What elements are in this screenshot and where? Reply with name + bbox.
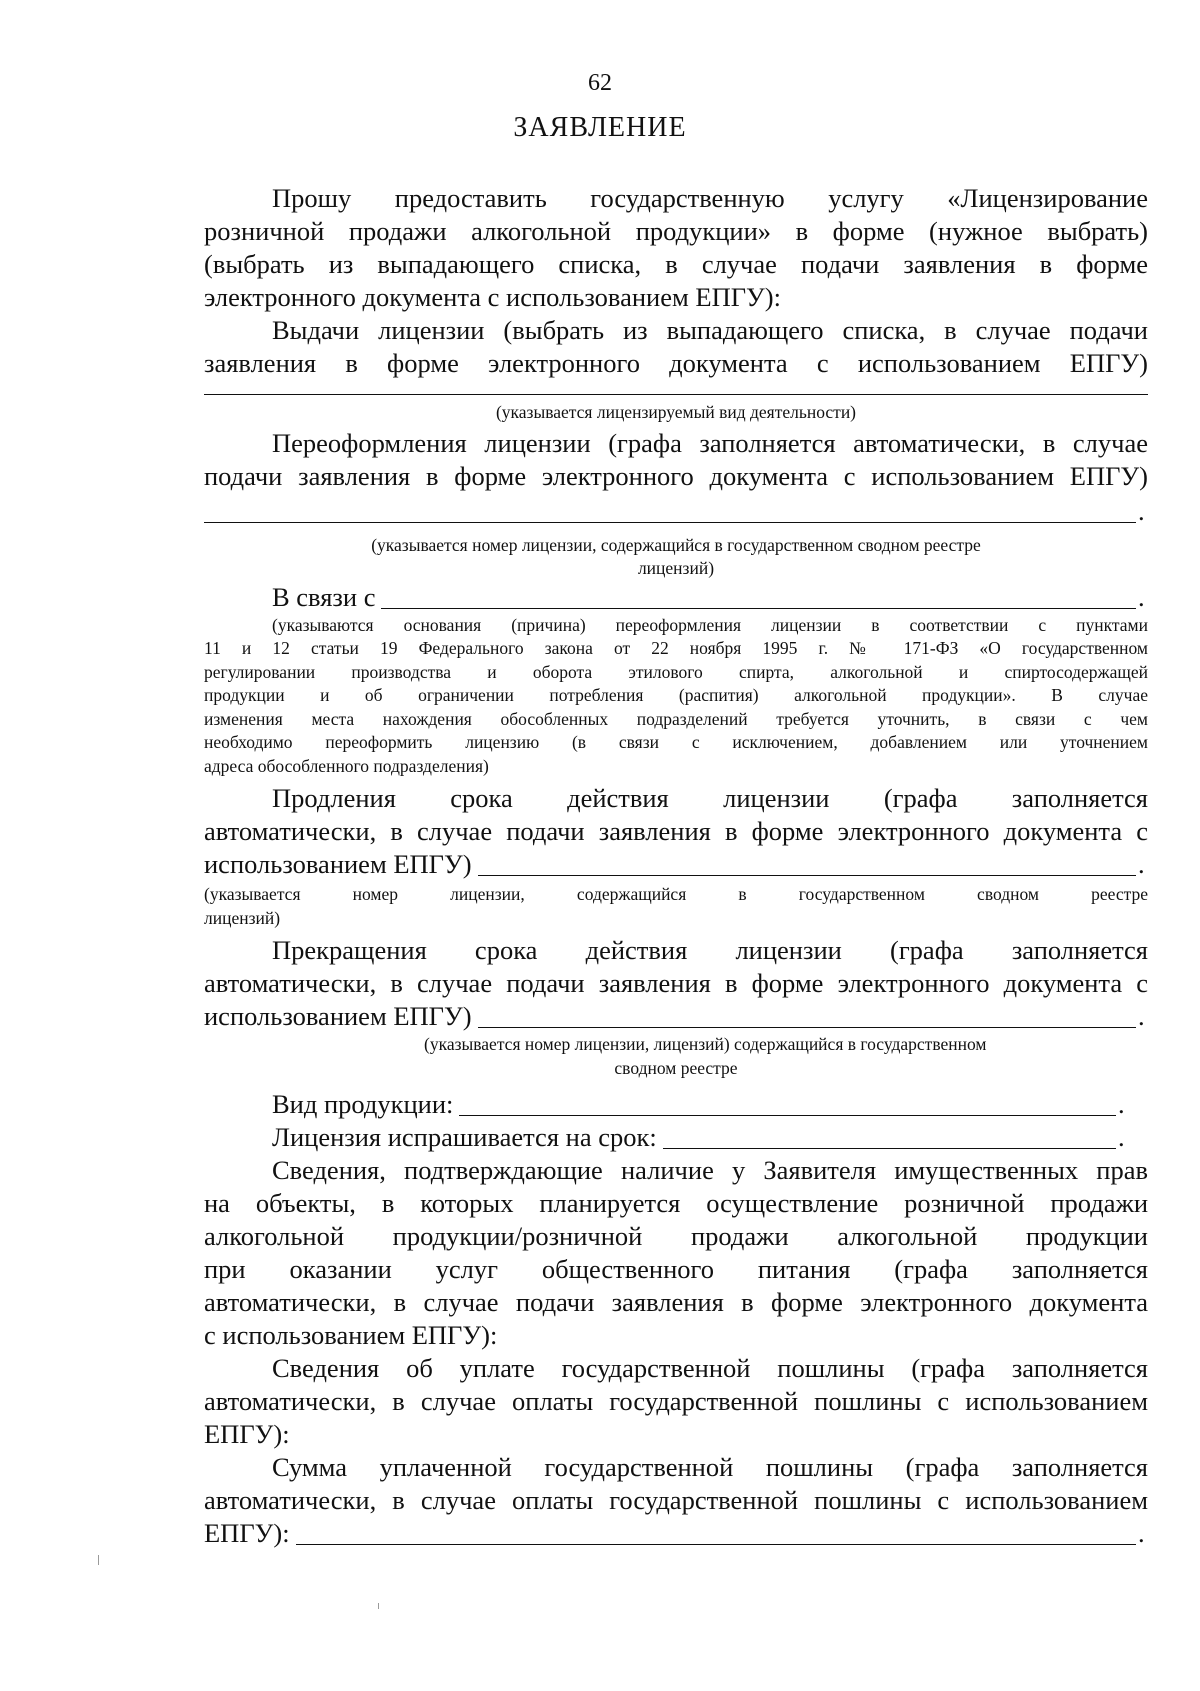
property-line: алкогольной продукции/розничной продажи алкогольной продукции bbox=[204, 1221, 1148, 1251]
reissue-line: Переоформления лицензии (графа заполняется автоматически, в случае bbox=[272, 427, 1148, 458]
extend-line: Продления срока действия лицензии (графа заполняется bbox=[272, 783, 1148, 813]
extend-license-number-row bbox=[204, 848, 1148, 881]
fee-sum-row bbox=[204, 1517, 1148, 1550]
term-label: Лицензия испрашивается на срок: bbox=[272, 1122, 657, 1152]
activity-type-field[interactable] bbox=[204, 386, 1148, 395]
fee-line: автоматически, в случае оплаты государственной пошлины с использованием bbox=[204, 1386, 1148, 1416]
reason-hint-line: необходимо переоформить лицензию (в связи с исключением, добавлением или уточнением bbox=[204, 732, 1148, 752]
page-number: 62 bbox=[588, 70, 612, 96]
terminate-label: использованием ЕПГУ) bbox=[204, 1001, 472, 1031]
intro-line: (выбрать из выпадающего списка, в случае подачи заявления в форме bbox=[204, 249, 1148, 279]
extend-license-number-field[interactable] bbox=[478, 849, 1136, 876]
property-line: с использованием ЕПГУ): bbox=[204, 1320, 498, 1350]
terminate-license-number-row bbox=[204, 1000, 1148, 1033]
reissue-section bbox=[204, 427, 1148, 779]
period-mark: . bbox=[1138, 1518, 1145, 1548]
period-mark: . bbox=[1118, 1089, 1125, 1119]
product-type-row bbox=[204, 1088, 1128, 1121]
issue-section bbox=[204, 314, 1148, 425]
product-type-field[interactable] bbox=[459, 1089, 1116, 1116]
reason-hint-line: изменения места нахождения обособленных подразделений требуется уточнить, в связи с чем bbox=[204, 708, 1148, 729]
intro-line: Прошу предоставить государственную услугу «Лицензирование bbox=[272, 183, 1148, 213]
property-line: автоматически, в случае подачи заявления в форме электронного документа bbox=[204, 1287, 1148, 1317]
terminate-hint: сводном реестре bbox=[614, 1057, 738, 1078]
fee-sum-label: ЕПГУ): bbox=[204, 1518, 290, 1548]
extend-hint: (указывается номер лицензии, содержащийся в государственном сводном реестре bbox=[204, 884, 1148, 904]
fee-line: ЕПГУ): bbox=[204, 1419, 290, 1449]
property-line: на объекты, в которых планируется осуществление розничной продажи bbox=[204, 1188, 1148, 1218]
reason-label: В связи с bbox=[272, 581, 376, 612]
reason-hint-line: регулировании производства и оборота этилового спирта, алкогольной и спиртосодержащей bbox=[204, 661, 1148, 682]
reason-hint bbox=[204, 614, 1148, 779]
reason-row bbox=[204, 581, 1148, 614]
reissue-line: подачи заявления в форме электронного документа с использованием ЕПГУ) bbox=[204, 460, 1148, 491]
reason-hint-line: (указываются основания (причина) переоформления лицензии в соответствии с пунктами bbox=[272, 614, 1148, 635]
fee-sum-field[interactable] bbox=[296, 1518, 1136, 1545]
terminate-license-number-field[interactable] bbox=[478, 1001, 1136, 1028]
period-mark: . bbox=[1118, 1122, 1125, 1152]
activity-type-hint: (указывается лицензируемый вид деятельности) bbox=[495, 402, 857, 422]
terminate-section bbox=[204, 934, 1148, 1080]
property-line: при оказании услуг общественного питания (графа заполняется bbox=[204, 1254, 1148, 1284]
reissue-hint: (указывается номер лицензии, содержащийся в государственном сводном реестре bbox=[371, 534, 981, 555]
term-field[interactable] bbox=[663, 1122, 1116, 1149]
period-mark: . bbox=[1138, 1001, 1145, 1031]
period-mark: . bbox=[1138, 495, 1145, 526]
fee-sum-section bbox=[204, 1451, 1148, 1550]
document-body bbox=[204, 182, 1148, 1550]
extend-label: использованием ЕПГУ) bbox=[204, 849, 472, 879]
terminate-line: автоматически, в случае подачи заявления в форме электронного документа с bbox=[204, 968, 1148, 998]
term-row bbox=[204, 1121, 1128, 1154]
reason-field[interactable] bbox=[381, 582, 1136, 609]
period-mark: . bbox=[1138, 581, 1145, 612]
issue-line: заявления в форме электронного документа с использованием ЕПГУ) bbox=[204, 348, 1148, 378]
scan-speck bbox=[98, 1555, 99, 1565]
fee-sum-line: Сумма уплаченной государственной пошлины (графа заполняется bbox=[272, 1452, 1148, 1482]
fee-sum-line: автоматически, в случае оплаты государственной пошлины с использованием bbox=[204, 1485, 1148, 1515]
reissue-license-number-row bbox=[204, 495, 1148, 528]
issue-line: Выдачи лицензии (выбрать из выпадающего списка, в случае подачи bbox=[272, 315, 1148, 345]
reissue-hint: лицензий) bbox=[637, 558, 715, 578]
extend-section bbox=[204, 782, 1148, 930]
property-section bbox=[204, 1154, 1148, 1352]
intro-paragraph bbox=[204, 182, 1148, 314]
product-type-label: Вид продукции: bbox=[272, 1089, 454, 1119]
reason-hint-line: 11 и 12 статьи 19 Федерального закона от 22 ноября 1995 г. № 171-ФЗ «О государственном bbox=[204, 638, 1148, 658]
property-line: Сведения, подтверждающие наличие у Заявителя имущественных прав bbox=[272, 1155, 1148, 1185]
document-title: ЗАЯВЛЕНИЕ bbox=[513, 112, 687, 143]
reissue-license-number-field[interactable] bbox=[204, 496, 1136, 523]
reason-hint-line: адреса обособленного подразделения) bbox=[204, 755, 489, 776]
terminate-hint: (указывается номер лицензии, лицензий) содержащийся в государственном bbox=[424, 1034, 987, 1054]
fee-line: Сведения об уплате государственной пошлины (графа заполняется bbox=[272, 1353, 1148, 1383]
intro-line: розничной продажи алкогольной продукции» в форме (нужное выбрать) bbox=[204, 216, 1148, 246]
extend-line: автоматически, в случае подачи заявления в форме электронного документа с bbox=[204, 816, 1148, 846]
extend-hint: лицензий) bbox=[204, 907, 281, 928]
intro-line: электронного документа с использованием ЕПГУ): bbox=[204, 282, 781, 312]
reason-hint-line: продукции и об ограничении потребления (распития) алкогольной продукции». В случае bbox=[204, 685, 1148, 705]
period-mark: . bbox=[1138, 849, 1145, 879]
scan-speck bbox=[378, 1603, 379, 1609]
terminate-line: Прекращения срока действия лицензии (графа заполняется bbox=[272, 935, 1148, 965]
fee-section bbox=[204, 1352, 1148, 1451]
